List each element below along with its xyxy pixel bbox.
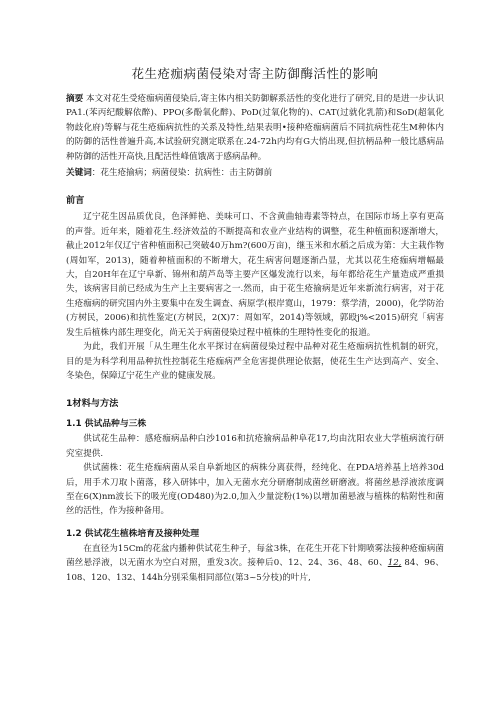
preface-heading: 前言 [66, 195, 85, 207]
section-1-2-paragraph-1 [66, 542, 444, 585]
section-1-2-text-a: 在直径为15Cm的花盆内播种供试花生种子，每盆3株，在花生开花下针期喷雾法接种疮痂病菌菌丝悬浮液，以无菌水为空白对照，重发3次。接种后0、12、24、36、48、60、 [66, 543, 444, 569]
preface-paragraph-2: 为此，我们开展「从生理生化水平探讨在病菌侵染过程中品种对花生疮痂病抗性机制的研究，目的是为科学利用品种抗性控制花生疮痂病严全危害提供理论依据，使花生生产达到高产、安全、冬染色，保障辽宁花生产业的健康发展。 [66, 342, 444, 381]
section-1-2-title: 1.2 供试花生植株培育及接种处理 [66, 528, 200, 539]
paper-title: 花生疮痂病菌侵染对寄主防御酶活性的影响 [131, 66, 379, 81]
abstract-label: 摘要 [66, 94, 84, 104]
abstract [66, 92, 444, 164]
keywords-text: ：花生疮揄病；病菌侵染：抗病性：击主防御前 [91, 168, 273, 179]
keywords-label: 关键词 [66, 168, 92, 179]
methods-heading: 1材料与方法 [66, 398, 119, 410]
section-1-2-text-b: 84、96、108、120、132、144h分别采集相同部位(第3~5分枝)的叶片, [66, 558, 444, 583]
section-1-2-text-italic: 12, [387, 558, 402, 569]
keywords [66, 166, 444, 180]
abstract-text: 本文对花生受疮痂病菌侵染后,寄主体内相关防御解系活性的变化进行了研究,目的是进一步认识PA1.(苯丙纪酸解依醉)、PPO(多酚氧化醉)、PoD(过氧化物的)、CAT(过就化乳箭)和SoD(超氧化物歧化府)等解与花生疮痂病抗性的关系及特性,结果表明•接种疮痂病菌后不同抗病性花生M种体内的防御的活性普遍升高,本试验研究测定联系在.24-72h内均有G大悄出现,但抗柄品种一般比感病品种防御的活性开高快,且配活性峰值饿离于感病品种。 [66, 94, 444, 162]
section-1-1-paragraph-2: 供试菌株：花生疮痂病菌从采自阜新地区的病株分离获得，经纯化、在PDA培养基上培养30d后，用手术刀取卜菌落，移入研钵中，加入无菌水充分研磨制成菌丝研磨液。将菌丝悬浮液浓度调至在6(X)nm波长下的吸光度(OD480)为2.0,加入少量淀粉(1%)以增加菌悬液与植株的粘附性和菌丝的活性，作为接种备用。 [66, 463, 444, 517]
section-1-1-title: 1.1 供试品种与三株 [66, 419, 147, 430]
spacer [66, 383, 444, 389]
spacer [66, 180, 444, 186]
preface-paragraph-1: 辽宁花生因品质优良，色泽鲜艳、美味可口、不含黄曲轴毒素等特点，在国际市场上享有更高的声誉。近年来，随着花生.经济效益的不断提高和农业产业结构的调整，花生种植面积逐渐增大，截止2012年仅辽宁省种植面积己突破40万hm?(600万亩)，继玉米和水稻之后成为第：大主栽作物(周如军，2013)，随着种植面积的不断增大，花生病害问题逐渐凸显，尤其以花生疮痂病增幅最大，自20H年在辽宁阜新、锦州和葫芦岛等主要产区爆发流行以来，每年都给花生产量造成严重损失，该病害目前已经成为生产上主要病害之一.然而，由于花生疮揄病是近年来新流行病害，对于花生疮痂病的研究国内外主要集中在发生调查、病原学(根岸寛山，1979：蔡学清，2000)，化学防治(方树民，2006)和抗性鉴定(方树民，2(X)7：周如军，2014)等领域，郭殴j%<2015)研究「病害发生后植株内部生理变化，尚无关于病菌侵染过程中植株的生理特性变化的报道。 [66, 212, 444, 338]
section-1-1-paragraph-1: 供试花生品种：感疮痂病品种白沙1016和抗疮揄病品种阜花17,均由沈阳农业大学植病流行研究室提供. [66, 434, 444, 459]
